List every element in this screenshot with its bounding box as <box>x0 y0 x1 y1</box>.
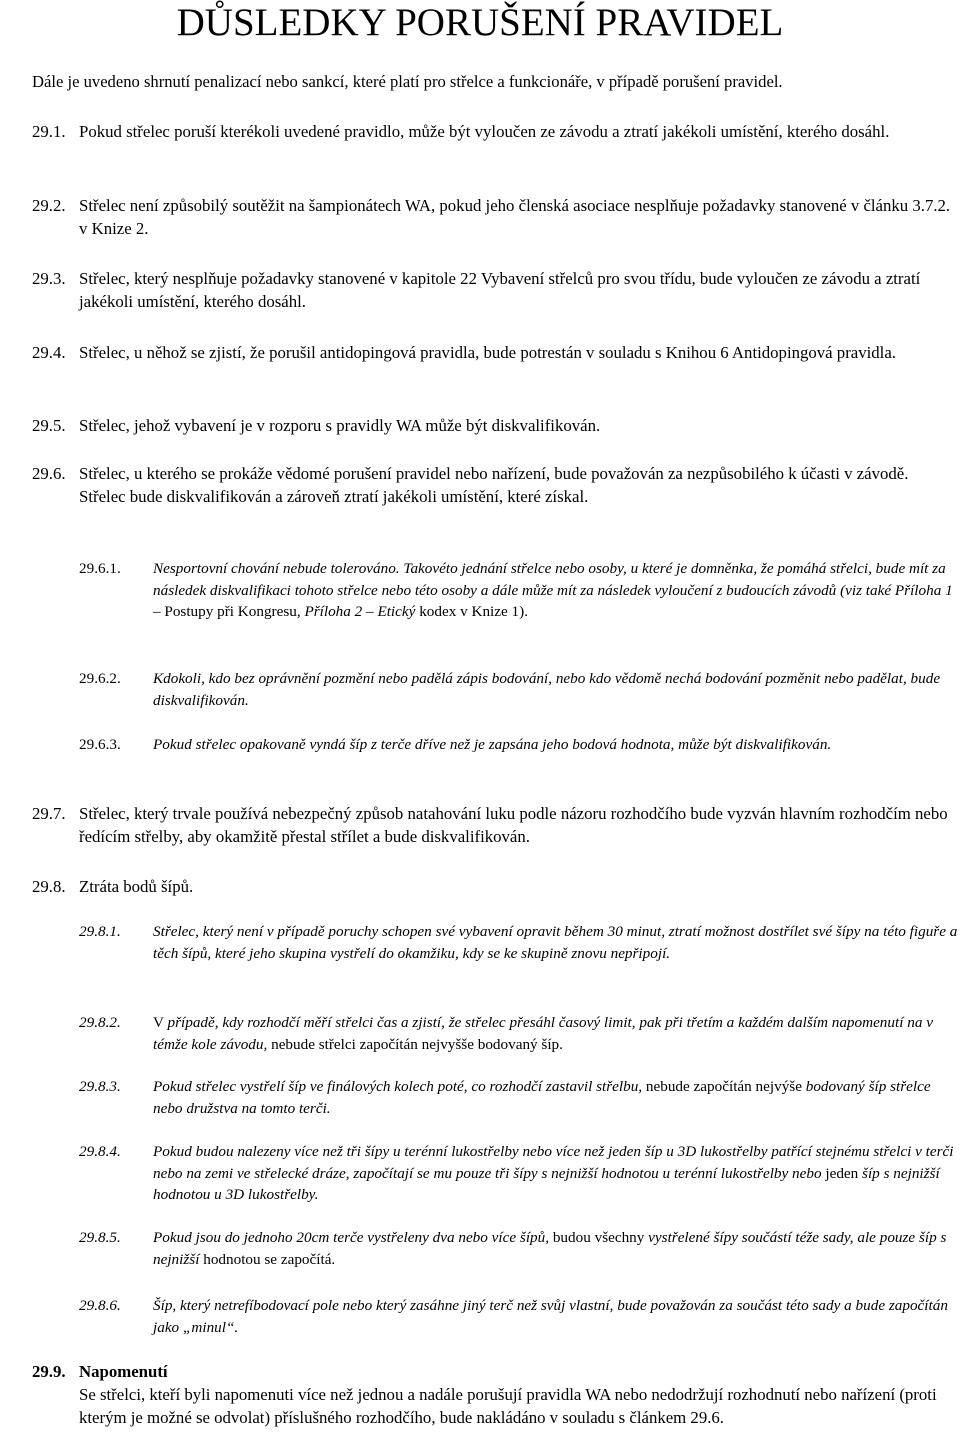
sub-rule-number: 29.8.3. <box>79 1078 121 1095</box>
sub-rule-item <box>79 1012 959 1055</box>
rule-number: 29.9. <box>32 1362 66 1381</box>
rule-number: 29.2. <box>32 196 66 215</box>
sub-rule-number: 29.8.5. <box>79 1229 121 1246</box>
intro-paragraph: Dále je uvedeno shrnutí penalizací nebo sankcí, které platí pro střelce a funkcionáře, v případě porušení pravidel. <box>32 72 783 91</box>
sub-rule-item <box>79 668 959 711</box>
rule-number: 29.6. <box>32 464 66 483</box>
sub-rule-number: 29.8.4. <box>79 1143 121 1160</box>
sub-rule-item <box>79 1141 959 1206</box>
sub-rule-text: Kdokoli, kdo bez oprávnění pozmění nebo padělá zápis bodování, nebo kdo vědomě nechá bodování pozměnit nebo padělat, bude diskvalifikován. <box>153 670 941 709</box>
sub-rule-text: Pokud jsou do jednoho 20cm terče vystřeleny dva nebo více šípů, budou všechny vystřelené šípy součástí téže sady, ale pouze šíp s nejnižší hodnotou se započítá. <box>153 1229 947 1268</box>
rule-number: 29.1. <box>32 122 66 141</box>
sub-rule-number: 29.6.3. <box>79 736 121 753</box>
sub-rule-text: Nesportovní chování nebude tolerováno. Takovéto jednání střelce nebo osoby, u které je domněnka, že pomáhá střelci, bude mít za následek diskvalifikaci tohoto střelce nebo této osoby a dále může mít za následek vyloučení z budoucích závodů (viz také Příloha 1 – Postupy při Kongresu, Příloha 2 – Etický kodex v Knize 1). <box>153 560 953 620</box>
sub-rule-text: Pokud střelec vystřelí šíp ve finálových kolech poté, co rozhodčí zastavil střelbu, nebude započítán nejvýše bodovaný šíp střelce nebo družstva na tomto terči. <box>153 1078 931 1117</box>
rule-text: Střelec, u kterého se prokáže vědomé porušení pravidel nebo nařízení, bude považován za nezpůsobilého k účasti v závodě. Střelec bude diskvalifikován a zároveň ztratí jakékoli umístění, které získal. <box>79 464 909 506</box>
rule-number: 29.8. <box>32 877 66 896</box>
sub-rule-number: 29.8.2. <box>79 1014 121 1031</box>
sub-rule-item <box>79 1227 959 1270</box>
sub-rule-number: 29.6.1. <box>79 560 121 577</box>
rule-heading: Napomenutí <box>79 1362 168 1381</box>
rule-item <box>32 267 954 313</box>
rule-text: Napomenutí Se střelci, kteří byli napomenuti více než jednou a nadále porušují pravidla WA nebo nedodržují rozhodnutí nebo nařízení (proti kterým je možné se odvolat) příslušného rozhodčího, bude nakládáno v souladu s článkem 29.6. <box>79 1360 954 1429</box>
rule-item <box>32 414 954 437</box>
rule-number: 29.7. <box>32 804 66 823</box>
rule-text: Střelec, který nesplňuje požadavky stanovené v kapitole 22 Vybavení střelců pro svou třídu, bude vyloučen ze závodu a ztratí jakékoli umístění, kterého dosáhl. <box>79 269 921 311</box>
sub-rule-item <box>79 558 959 623</box>
rule-text: Střelec, který trvale používá nebezpečný způsob natahování luku podle názoru rozhodčího bude vyzván hlavním rozhodčím nebo ředícím střelby, aby okamžitě přestal střílet a bude diskvalifikován. <box>79 804 948 846</box>
rule-text: Střelec, jehož vybavení je v rozporu s pravidly WA může být diskvalifikován. <box>79 416 601 435</box>
rule-text: Ztráta bodů šípů. <box>79 877 194 896</box>
sub-rule-number: 29.8.6. <box>79 1297 121 1314</box>
rule-item <box>32 120 954 143</box>
rule-item <box>32 875 954 898</box>
page-title: DŮSLEDKY PORUŠENÍ PRAVIDEL <box>176 1 784 44</box>
rule-text: Střelec, u něhož se zjistí, že porušil antidopingová pravidla, bude potrestán v souladu s Knihou 6 Antidopingová pravidla. <box>79 343 896 362</box>
rule-number: 29.5. <box>32 416 66 435</box>
sub-rule-text: Střelec, který není v případě poruchy schopen své vybavení opravit během 30 minut, ztratí možnost dostřílet své šípy na této figuře a těch šípů, které jeho skupina vystřelí do okamžiku, kdy se ke skupině znovu nepřipojí. <box>153 923 958 962</box>
rule-item <box>32 462 954 508</box>
sub-rule-text: Pokud budou nalezeny více než tři šípy u terénní lukostřelby nebo více než jeden šíp u 3D lukostřelby patřící stejnému střelci v terči nebo na zemi ve střelecké dráze, započítají se mu pouze tři šípy s nejnižší hodnotou u terénní lukostřelby nebo jeden šíp s nejnižší hodnotou u 3D lukostřelby. <box>153 1143 954 1203</box>
sub-rule-text: V případě, kdy rozhodčí měří střelci čas a zjistí, že střelec přesáhl časový limit, pak při třetím a každém dalším napomenutí na v témže kole závodu, nebude střelci započítán nejvyšše bodovaný šíp. <box>153 1014 933 1053</box>
rule-text: Střelec není způsobilý soutěžit na šampionátech WA, pokud jeho členská asociace nesplňuje požadavky stanovené v článku 3.7.2. v Knize 2. <box>79 196 951 238</box>
sub-rule-item <box>79 1076 959 1119</box>
rule-text: Pokud střelec poruší kterékoli uvedené pravidlo, může být vyloučen ze závodu a ztratí jakékoli umístění, kterého dosáhl. <box>79 122 890 141</box>
sub-rule-item <box>79 734 959 756</box>
sub-rule-number: 29.8.1. <box>79 923 121 940</box>
rule-number: 29.3. <box>32 269 66 288</box>
sub-rule-number: 29.6.2. <box>79 670 121 687</box>
sub-rule-item <box>79 921 959 964</box>
rule-item <box>32 802 954 848</box>
rule-item <box>32 1360 954 1429</box>
sub-rule-text: Šíp, který netrefíbodovací pole nebo který zasáhne jiný terč než svůj vlastní, bude považován za součást této sady a bude započítán jako „minul“. <box>153 1297 948 1336</box>
rule-number: 29.4. <box>32 343 66 362</box>
sub-rule-item <box>79 1295 959 1338</box>
rule-item <box>32 341 954 364</box>
rule-item <box>32 194 954 240</box>
sub-rule-text: Pokud střelec opakovaně vyndá šíp z terče dříve než je zapsána jeho bodová hodnota, může být diskvalifikován. <box>153 736 832 753</box>
